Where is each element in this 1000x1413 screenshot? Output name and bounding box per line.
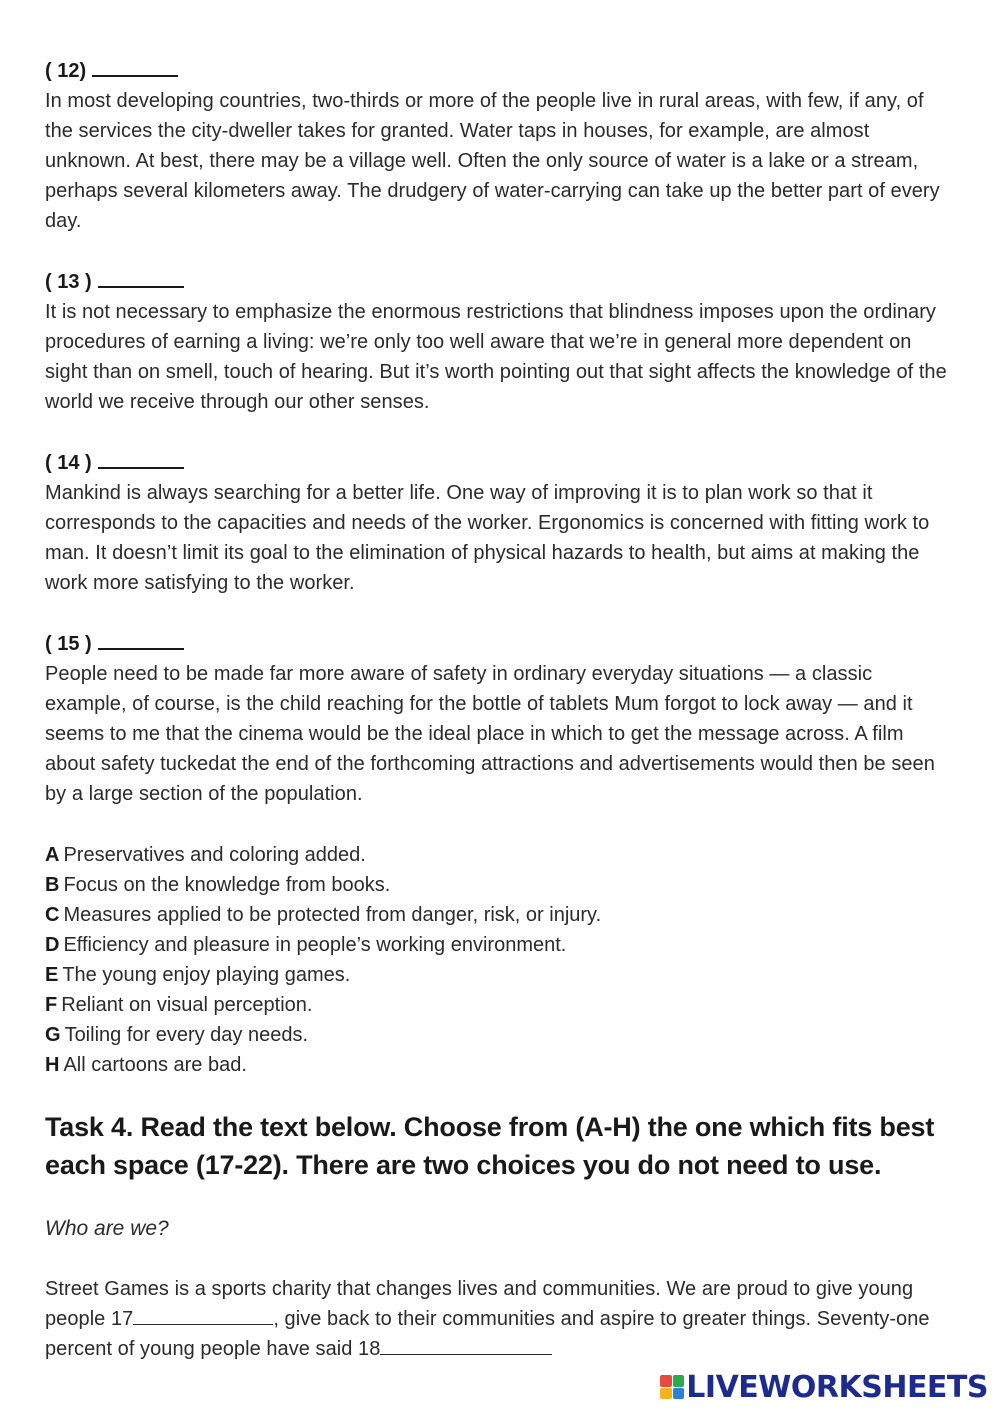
task-4-subheading: Who are we? bbox=[45, 1217, 169, 1240]
option-text: Toiling for every day needs. bbox=[64, 1024, 309, 1046]
task-4-heading: Task 4. Read the text below. Choose from (A-H) the one which fits best each space (17-22). There are two choices you do not need to use. bbox=[45, 1112, 935, 1180]
answer-blank-14[interactable] bbox=[98, 449, 184, 469]
paragraph-text: In most developing countries, two-thirds or more of the people live in rural areas, with few, if any, of the services the city-dweller takes for granted. Water taps in houses, for example, are almost unknown. At best, there may be a village well. Often the only source of water is a lake or a stream, perhaps several kilometers away. The drudgery of water-carrying can take up the better part of every day. bbox=[45, 90, 940, 232]
option-text: The young enjoy playing games. bbox=[62, 964, 351, 986]
option-letter: C bbox=[45, 904, 60, 926]
option-item bbox=[45, 1020, 957, 1050]
option-letter: G bbox=[45, 1024, 61, 1046]
logo-square-red bbox=[660, 1375, 672, 1387]
gap-18-blank[interactable] bbox=[380, 1336, 552, 1355]
answer-options-list bbox=[45, 840, 957, 1080]
logo-square-green bbox=[673, 1375, 685, 1387]
option-item bbox=[45, 1050, 957, 1080]
option-item bbox=[45, 990, 957, 1020]
option-text: Reliant on visual perception. bbox=[61, 994, 313, 1016]
task-4-text-part1: Street Games is a sports charity that changes lives and communities. We are proud to give young people 17 bbox=[45, 1278, 914, 1330]
answer-blank-15[interactable] bbox=[98, 630, 184, 650]
option-item bbox=[45, 870, 957, 900]
worksheet-page bbox=[45, 56, 957, 1364]
option-item bbox=[45, 930, 957, 960]
paragraph-number: ( 14 ) bbox=[45, 452, 92, 474]
logo-square-yellow bbox=[660, 1388, 672, 1400]
option-text: Measures applied to be protected from danger, risk, or injury. bbox=[63, 904, 602, 926]
task-4-text-part2: , give back to their communities and aspire to greater things. Seventy-one percent of young people have said 18 bbox=[45, 1308, 930, 1360]
option-letter: B bbox=[45, 874, 60, 896]
paragraph-number: ( 12) bbox=[45, 60, 87, 82]
task-4-text bbox=[45, 1274, 957, 1364]
paragraph-number: ( 13 ) bbox=[45, 271, 92, 293]
liveworksheets-logo-icon bbox=[660, 1375, 684, 1399]
option-text: All cartoons are bad. bbox=[63, 1054, 247, 1076]
option-letter: E bbox=[45, 964, 59, 986]
option-letter: F bbox=[45, 994, 58, 1016]
answer-blank-13[interactable] bbox=[98, 268, 184, 288]
option-text: Preservatives and coloring added. bbox=[63, 844, 366, 866]
liveworksheets-logo bbox=[660, 1369, 988, 1405]
option-item bbox=[45, 840, 957, 870]
option-letter: A bbox=[45, 844, 60, 866]
paragraph-text: People need to be made far more aware of safety in ordinary everyday situations — a classic example, of course, is the child reaching for the bottle of tablets Mum forgot to lock away — and it seems to me that the cinema would be the ideal place in which to get the message across. A film about safety tuckedat the end of the forthcoming attractions and advertisements would then be seen by a large section of the population. bbox=[45, 663, 935, 805]
option-letter: H bbox=[45, 1054, 60, 1076]
option-text: Efficiency and pleasure in people’s working environment. bbox=[63, 934, 567, 956]
liveworksheets-logo-text: LIVEWORKSHEETS bbox=[686, 1369, 988, 1405]
paragraph-number: ( 15 ) bbox=[45, 633, 92, 655]
logo-square-blue bbox=[673, 1388, 685, 1400]
option-text: Focus on the knowledge from books. bbox=[63, 874, 391, 896]
option-item bbox=[45, 900, 957, 930]
paragraph-text: Mankind is always searching for a better life. One way of improving it is to plan work so that it corresponds to the capacities and needs of the worker. Ergonomics is concerned with fitting work to man. It doesn’t limit its goal to the elimination of physical hazards to health, but aims at making the work more satisfying to the worker. bbox=[45, 482, 930, 594]
answer-blank-12[interactable] bbox=[92, 57, 178, 77]
gap-17-blank[interactable] bbox=[133, 1306, 273, 1325]
paragraph-13 bbox=[45, 267, 957, 417]
option-item bbox=[45, 960, 957, 990]
paragraph-text: It is not necessary to emphasize the enormous restrictions that blindness imposes upon the ordinary procedures of earning a living: we’re only too well aware that we’re in general more dependent on sight than on smell, touch of hearing. But it’s worth pointing out that sight affects the knowledge of the world we receive through our other senses. bbox=[45, 301, 947, 413]
paragraph-12 bbox=[45, 56, 957, 236]
option-letter: D bbox=[45, 934, 60, 956]
paragraph-15 bbox=[45, 629, 957, 809]
paragraph-14 bbox=[45, 448, 957, 598]
